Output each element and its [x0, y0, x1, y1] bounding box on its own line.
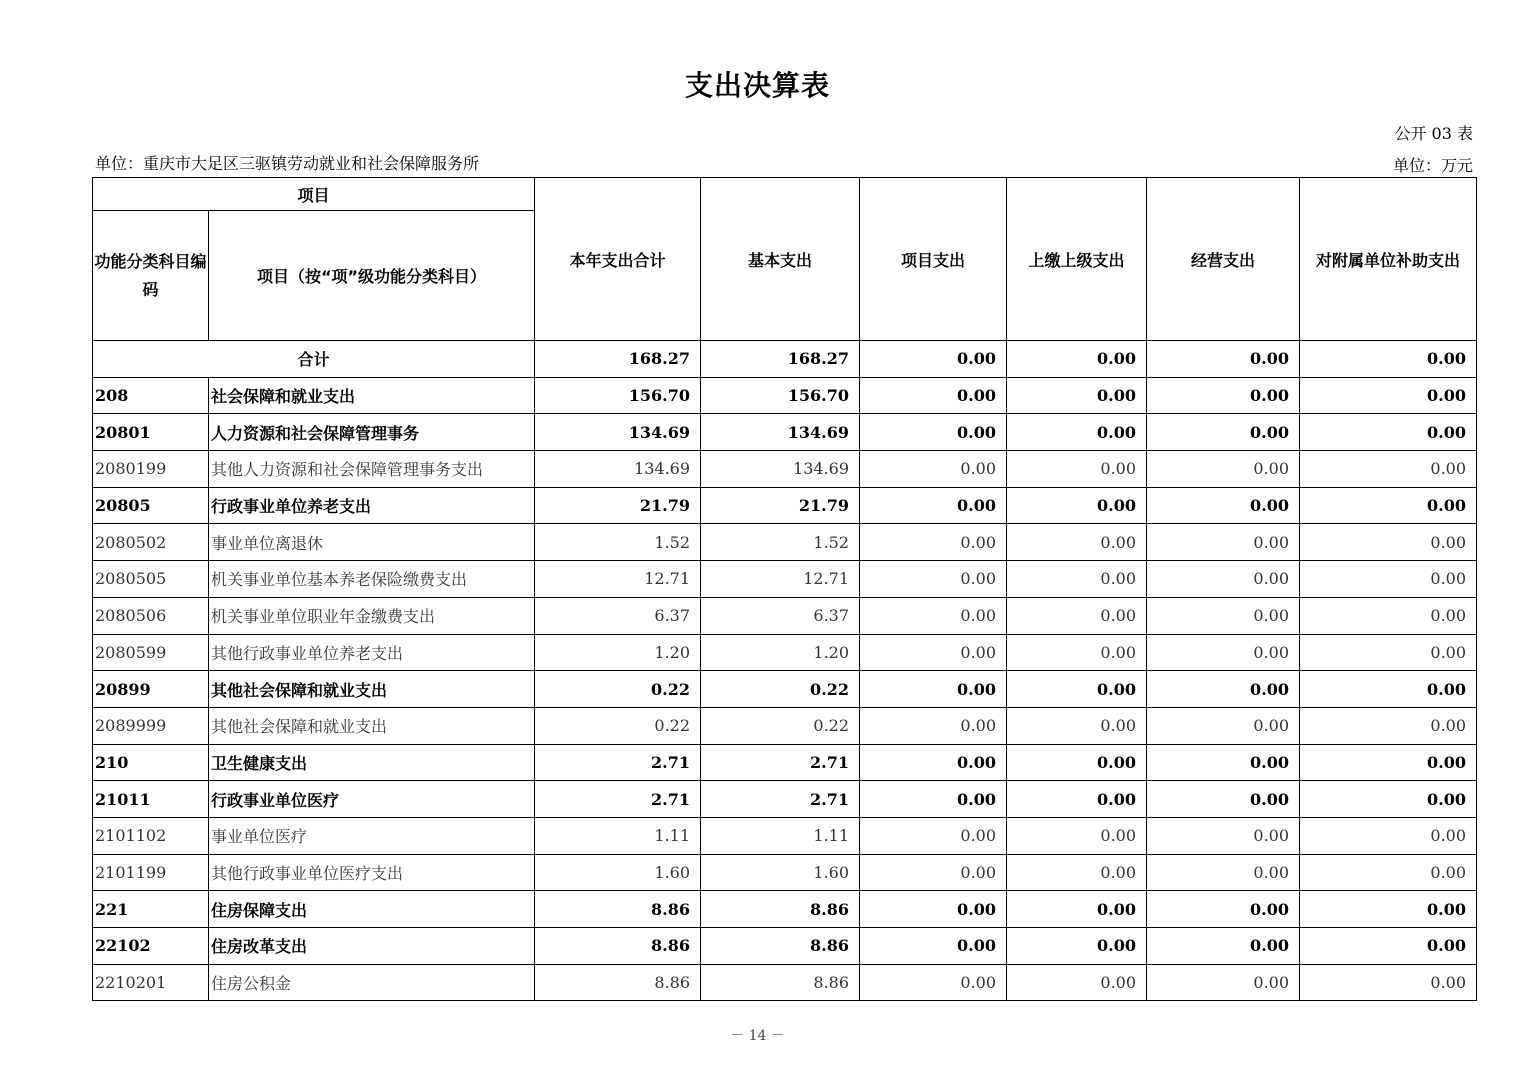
table-row	[93, 451, 1477, 488]
table-row	[93, 597, 1477, 634]
header-project-expense: 项目支出	[860, 178, 1007, 341]
row-value: 8.86	[535, 964, 701, 1001]
total-row	[93, 341, 1477, 378]
row-value: 0.22	[535, 707, 701, 744]
row-value: 0.00	[1300, 671, 1477, 708]
row-value: 0.00	[1300, 451, 1477, 488]
row-value: 0.22	[701, 671, 860, 708]
row-value: 0.00	[1007, 671, 1147, 708]
row-value: 0.00	[1147, 524, 1300, 561]
row-code: 20805	[93, 487, 209, 524]
row-value: 0.00	[1300, 377, 1477, 414]
row-value: 0.00	[1147, 707, 1300, 744]
row-value: 0.00	[1007, 817, 1147, 854]
row-value: 0.00	[860, 854, 1007, 891]
table-row	[93, 487, 1477, 524]
row-value: 0.00	[1007, 744, 1147, 781]
row-value: 0.00	[1300, 928, 1477, 965]
table-row	[93, 414, 1477, 451]
row-value: 0.00	[1300, 817, 1477, 854]
row-name: 机关事业单位职业年金缴费支出	[209, 597, 535, 634]
row-value: 1.20	[701, 634, 860, 671]
row-value: 0.00	[1007, 781, 1147, 818]
row-code: 210	[93, 744, 209, 781]
row-code: 221	[93, 891, 209, 928]
row-value: 8.86	[535, 891, 701, 928]
row-code: 2101102	[93, 817, 209, 854]
row-name: 住房保障支出	[209, 891, 535, 928]
row-value: 0.00	[1007, 597, 1147, 634]
row-value: 0.00	[1147, 854, 1300, 891]
table-row	[93, 854, 1477, 891]
row-value: 156.70	[535, 377, 701, 414]
row-name: 事业单位医疗	[209, 817, 535, 854]
row-value: 0.00	[1147, 891, 1300, 928]
row-value: 0.00	[860, 634, 1007, 671]
row-value: 2.71	[701, 781, 860, 818]
row-value: 0.00	[1007, 561, 1147, 598]
row-name: 人力资源和社会保障管理事务	[209, 414, 535, 451]
row-value: 1.52	[701, 524, 860, 561]
row-value: 0.00	[1007, 414, 1147, 451]
row-value: 12.71	[701, 561, 860, 598]
header-basic: 基本支出	[701, 178, 860, 341]
row-value: 0.00	[860, 671, 1007, 708]
row-value: 156.70	[701, 377, 860, 414]
table-row	[93, 891, 1477, 928]
row-value: 0.00	[1147, 487, 1300, 524]
row-value: 0.00	[860, 414, 1007, 451]
currency-unit: 单位：万元	[1392, 156, 1473, 175]
row-value: 0.00	[1300, 707, 1477, 744]
row-value: 0.00	[860, 891, 1007, 928]
row-value: 0.00	[1007, 928, 1147, 965]
row-value: 0.00	[1300, 597, 1477, 634]
row-value: 0.00	[1007, 451, 1147, 488]
row-value: 21.79	[701, 487, 860, 524]
row-value: 0.00	[1147, 964, 1300, 1001]
header-upper: 上缴上级支出	[1007, 178, 1147, 341]
row-value: 0.00	[860, 487, 1007, 524]
row-value: 0.00	[1300, 964, 1477, 1001]
table-number: 公开 03 表	[1394, 124, 1473, 143]
row-code: 2080599	[93, 634, 209, 671]
row-value: 134.69	[535, 451, 701, 488]
row-code: 208	[93, 377, 209, 414]
row-value: 0.00	[1300, 854, 1477, 891]
header-project: 项目	[93, 178, 535, 211]
table-row	[93, 781, 1477, 818]
header-total: 本年支出合计	[535, 178, 701, 341]
total-value: 0.00	[860, 341, 1007, 378]
row-value: 8.86	[701, 928, 860, 965]
row-value: 2.71	[535, 781, 701, 818]
row-name: 其他人力资源和社会保障管理事务支出	[209, 451, 535, 488]
row-code: 2101199	[93, 854, 209, 891]
row-value: 0.00	[1007, 707, 1147, 744]
row-value: 21.79	[535, 487, 701, 524]
row-code: 2089999	[93, 707, 209, 744]
row-value: 0.00	[1147, 928, 1300, 965]
page-number: － 14 －	[730, 1028, 785, 1044]
row-value: 8.86	[701, 964, 860, 1001]
row-name: 住房公积金	[209, 964, 535, 1001]
header-subsidy: 对附属单位补助支出	[1300, 178, 1477, 341]
row-value: 8.86	[701, 891, 860, 928]
row-name: 行政事业单位医疗	[209, 781, 535, 818]
row-code: 2080199	[93, 451, 209, 488]
row-value: 1.20	[535, 634, 701, 671]
header-name: 项目（按“项”级功能分类科目）	[209, 211, 535, 341]
row-code: 2210201	[93, 964, 209, 1001]
row-code: 2080505	[93, 561, 209, 598]
row-value: 0.00	[1007, 891, 1147, 928]
row-value: 0.00	[1147, 671, 1300, 708]
row-value: 8.86	[535, 928, 701, 965]
row-value: 2.71	[535, 744, 701, 781]
row-value: 0.00	[1300, 781, 1477, 818]
row-value: 0.22	[701, 707, 860, 744]
row-value: 1.60	[535, 854, 701, 891]
row-code: 2080506	[93, 597, 209, 634]
row-name: 住房改革支出	[209, 928, 535, 965]
row-value: 6.37	[535, 597, 701, 634]
row-name: 其他社会保障和就业支出	[209, 671, 535, 708]
row-value: 0.00	[860, 781, 1007, 818]
row-value: 0.00	[860, 377, 1007, 414]
row-value: 0.00	[1300, 744, 1477, 781]
row-value: 134.69	[701, 414, 860, 451]
row-value: 6.37	[701, 597, 860, 634]
row-value: 0.00	[860, 451, 1007, 488]
row-value: 0.00	[1147, 781, 1300, 818]
row-value: 0.00	[860, 707, 1007, 744]
row-name: 社会保障和就业支出	[209, 377, 535, 414]
row-value: 0.00	[1300, 414, 1477, 451]
table-row	[93, 817, 1477, 854]
row-value: 1.11	[535, 817, 701, 854]
row-value: 0.00	[1147, 817, 1300, 854]
row-value: 0.00	[1007, 964, 1147, 1001]
row-value: 0.00	[1007, 524, 1147, 561]
row-value: 0.00	[860, 561, 1007, 598]
row-value: 0.00	[1300, 561, 1477, 598]
row-name: 其他社会保障和就业支出	[209, 707, 535, 744]
row-value: 134.69	[535, 414, 701, 451]
total-value: 168.27	[701, 341, 860, 378]
table-row	[93, 744, 1477, 781]
row-value: 0.00	[860, 817, 1007, 854]
row-name: 卫生健康支出	[209, 744, 535, 781]
total-value: 0.00	[1147, 341, 1300, 378]
total-value: 0.00	[1300, 341, 1477, 378]
table-row	[93, 634, 1477, 671]
header-business: 经营支出	[1147, 178, 1300, 341]
page-title: 支出决算表	[684, 69, 830, 102]
row-value: 0.22	[535, 671, 701, 708]
row-value: 12.71	[535, 561, 701, 598]
row-value: 0.00	[860, 524, 1007, 561]
row-value: 0.00	[860, 928, 1007, 965]
row-value: 0.00	[1147, 597, 1300, 634]
table-row	[93, 964, 1477, 1001]
row-value: 1.52	[535, 524, 701, 561]
row-value: 134.69	[701, 451, 860, 488]
row-name: 机关事业单位基本养老保险缴费支出	[209, 561, 535, 598]
row-value: 0.00	[1300, 524, 1477, 561]
row-value: 0.00	[1147, 414, 1300, 451]
expenditure-table	[92, 177, 1477, 1001]
row-value: 1.11	[701, 817, 860, 854]
row-code: 20801	[93, 414, 209, 451]
row-code: 22102	[93, 928, 209, 965]
table-row	[93, 561, 1477, 598]
row-value: 0.00	[1147, 377, 1300, 414]
unit-name: 单位：重庆市大足区三驱镇劳动就业和社会保障服务所	[95, 154, 480, 173]
total-value: 168.27	[535, 341, 701, 378]
table-row	[93, 928, 1477, 965]
row-name: 其他行政事业单位养老支出	[209, 634, 535, 671]
row-value: 0.00	[1147, 451, 1300, 488]
row-value: 0.00	[1007, 487, 1147, 524]
row-value: 0.00	[1300, 487, 1477, 524]
row-code: 21011	[93, 781, 209, 818]
row-value: 2.71	[701, 744, 860, 781]
total-value: 0.00	[1007, 341, 1147, 378]
table-row	[93, 524, 1477, 561]
header-code: 功能分类科目编码	[93, 211, 209, 341]
row-value: 0.00	[1007, 634, 1147, 671]
row-code: 20899	[93, 671, 209, 708]
table-row	[93, 671, 1477, 708]
row-name: 事业单位离退休	[209, 524, 535, 561]
table-row	[93, 707, 1477, 744]
row-value: 0.00	[860, 964, 1007, 1001]
row-value: 0.00	[860, 597, 1007, 634]
row-code: 2080502	[93, 524, 209, 561]
row-value: 0.00	[1007, 377, 1147, 414]
row-name: 行政事业单位养老支出	[209, 487, 535, 524]
total-label: 合计	[93, 341, 535, 378]
row-value: 1.60	[701, 854, 860, 891]
row-value: 0.00	[1007, 854, 1147, 891]
row-value: 0.00	[1300, 634, 1477, 671]
row-value: 0.00	[1300, 891, 1477, 928]
row-value: 0.00	[1147, 744, 1300, 781]
row-name: 其他行政事业单位医疗支出	[209, 854, 535, 891]
row-value: 0.00	[1147, 634, 1300, 671]
table-row	[93, 377, 1477, 414]
row-value: 0.00	[1147, 561, 1300, 598]
row-value: 0.00	[860, 744, 1007, 781]
